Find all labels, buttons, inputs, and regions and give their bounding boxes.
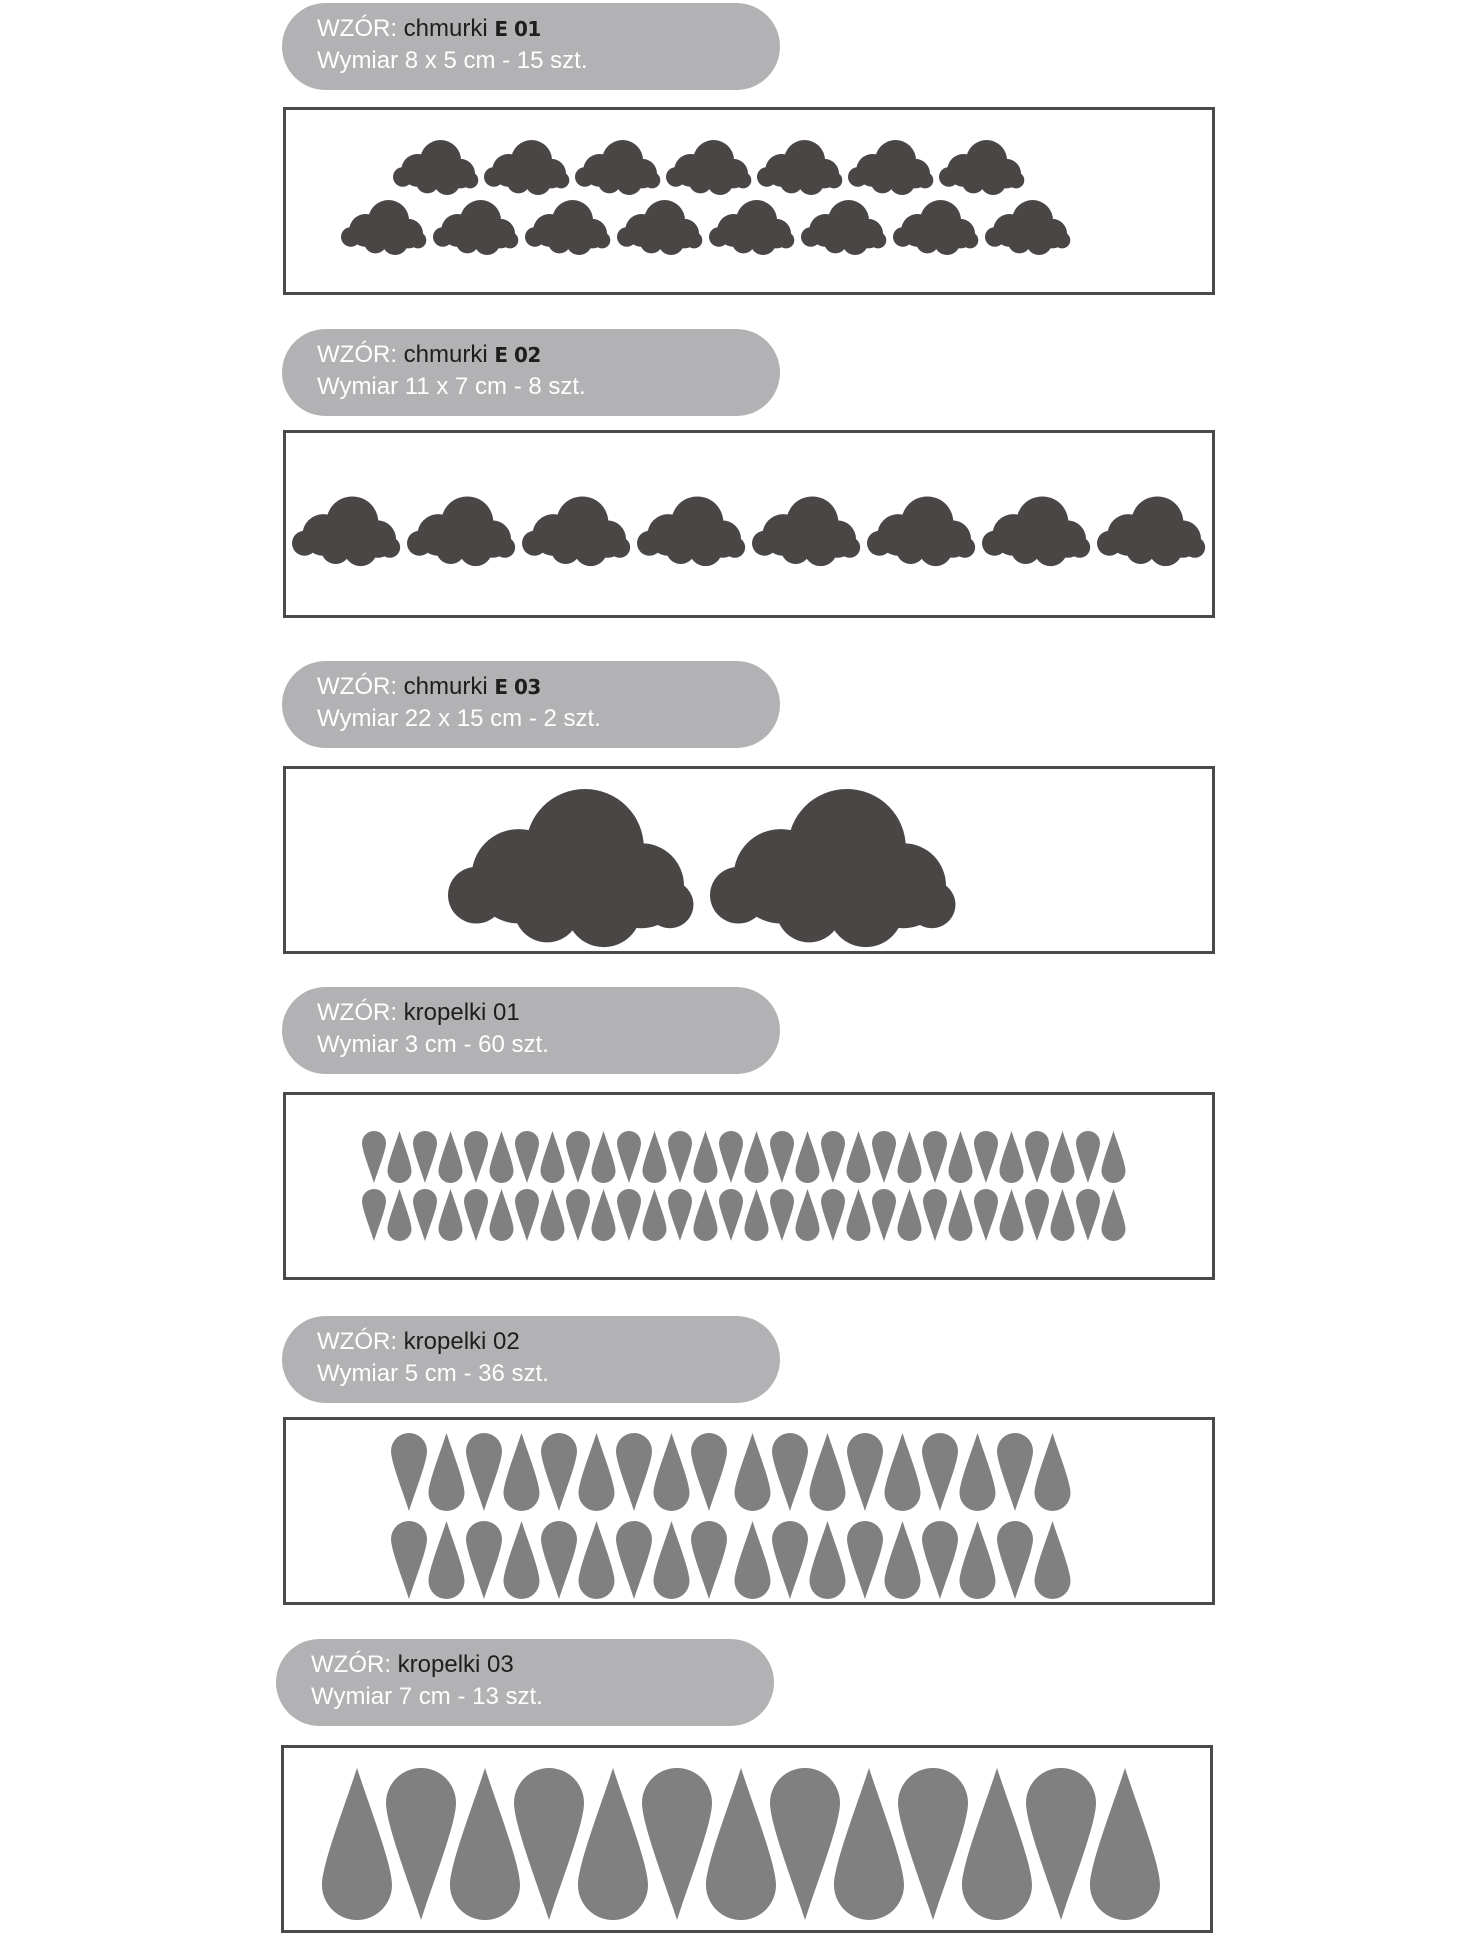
drop-icon	[694, 1131, 718, 1183]
pattern-label-chmurki-e02	[282, 329, 780, 416]
drop-icon	[962, 1768, 1032, 1920]
drop-icon	[654, 1521, 690, 1599]
cloud-icon	[484, 140, 569, 195]
drop-icon	[541, 1131, 565, 1183]
pattern-panel-chmurki-e02	[283, 430, 1215, 618]
drop-icon	[847, 1521, 883, 1599]
drop-icon	[1035, 1521, 1071, 1599]
pattern-title: WZÓR: kropelki 01	[317, 999, 520, 1026]
drop-icon	[362, 1189, 386, 1241]
drop-icon	[1102, 1189, 1126, 1241]
drop-icon	[654, 1433, 690, 1511]
cloud-icon	[666, 140, 751, 195]
drop-icon	[706, 1768, 776, 1920]
drop-icon	[1076, 1189, 1100, 1241]
drop-icon	[1102, 1131, 1126, 1183]
cloud-icon	[939, 140, 1024, 195]
pattern-title: WZÓR: kropelki 02	[317, 1328, 520, 1355]
cloud-stickers-large	[286, 769, 1212, 951]
cloud-icon	[393, 140, 478, 195]
drop-icon	[450, 1768, 520, 1920]
drop-icon	[735, 1521, 771, 1599]
drop-icon	[872, 1131, 896, 1183]
drop-icon	[643, 1131, 667, 1183]
cloud-icon	[407, 496, 515, 566]
pattern-panel-chmurki-e03	[283, 766, 1215, 954]
drop-icon	[439, 1131, 463, 1183]
cloud-icon	[752, 496, 860, 566]
drop-icon	[974, 1131, 998, 1183]
drop-icon	[923, 1189, 947, 1241]
drop-stickers-small	[286, 1095, 1212, 1277]
drop-icon	[810, 1521, 846, 1599]
cloud-icon	[292, 496, 400, 566]
drop-icon	[386, 1768, 456, 1920]
drop-icon	[429, 1433, 465, 1511]
pattern-label-kropelki-02	[282, 1316, 780, 1403]
drop-icon	[541, 1521, 577, 1599]
drop-icon	[1051, 1131, 1075, 1183]
drop-icon	[847, 1131, 871, 1183]
drop-icon	[616, 1433, 652, 1511]
drop-icon	[1076, 1131, 1100, 1183]
pattern-size: Wymiar 7 cm - 13 szt.	[311, 1683, 543, 1710]
drop-icon	[504, 1433, 540, 1511]
cloud-stickers-small	[286, 110, 1212, 292]
drop-icon	[885, 1433, 921, 1511]
drop-icon	[694, 1189, 718, 1241]
drop-icon	[466, 1433, 502, 1511]
drop-icon	[834, 1768, 904, 1920]
pattern-title: WZÓR: chmurki E 01	[317, 15, 541, 42]
pattern-label-kropelki-03	[276, 1639, 774, 1726]
pattern-panel-kropelki-03	[281, 1745, 1213, 1933]
drop-icon	[745, 1131, 769, 1183]
drop-icon	[541, 1189, 565, 1241]
drop-icon	[668, 1131, 692, 1183]
cloud-icon	[710, 789, 955, 947]
cloud-icon	[433, 200, 518, 255]
cloud-icon	[801, 200, 886, 255]
cloud-icon	[575, 140, 660, 195]
drop-icon	[464, 1189, 488, 1241]
drop-icon	[770, 1189, 794, 1241]
pattern-panel-kropelki-02	[283, 1417, 1215, 1605]
cloud-icon	[985, 200, 1070, 255]
drop-icon	[439, 1189, 463, 1241]
drop-icon	[960, 1433, 996, 1511]
drop-icon	[490, 1131, 514, 1183]
drop-icon	[1026, 1768, 1096, 1920]
drop-icon	[566, 1131, 590, 1183]
drop-icon	[1090, 1768, 1160, 1920]
drop-icon	[949, 1131, 973, 1183]
cloud-icon	[1097, 496, 1205, 566]
cloud-stickers-medium	[286, 433, 1212, 615]
drop-icon	[922, 1521, 958, 1599]
pattern-size: Wymiar 8 x 5 cm - 15 szt.	[317, 47, 588, 74]
drop-icon	[923, 1131, 947, 1183]
drop-stickers-medium	[286, 1420, 1212, 1602]
drop-icon	[504, 1521, 540, 1599]
drop-icon	[821, 1131, 845, 1183]
drop-icon	[1051, 1189, 1075, 1241]
cloud-icon	[617, 200, 702, 255]
pattern-title: WZÓR: chmurki E 03	[317, 673, 541, 700]
drop-icon	[579, 1521, 615, 1599]
pattern-size: Wymiar 22 x 15 cm - 2 szt.	[317, 705, 601, 732]
cloud-icon	[757, 140, 842, 195]
drop-icon	[391, 1433, 427, 1511]
drop-icon	[514, 1768, 584, 1920]
drop-icon	[413, 1131, 437, 1183]
pattern-size: Wymiar 5 cm - 36 szt.	[317, 1360, 549, 1387]
drop-icon	[464, 1131, 488, 1183]
drop-icon	[796, 1131, 820, 1183]
drop-icon	[1000, 1189, 1024, 1241]
drop-icon	[1000, 1131, 1024, 1183]
drop-icon	[388, 1189, 412, 1241]
drop-icon	[592, 1189, 616, 1241]
drop-icon	[847, 1433, 883, 1511]
cloud-icon	[867, 496, 975, 566]
drop-icon	[770, 1768, 840, 1920]
drop-icon	[1025, 1189, 1049, 1241]
drop-icon	[898, 1189, 922, 1241]
drop-icon	[949, 1189, 973, 1241]
drop-icon	[821, 1189, 845, 1241]
drop-icon	[691, 1433, 727, 1511]
drop-icon	[515, 1131, 539, 1183]
pattern-panel-kropelki-01	[283, 1092, 1215, 1280]
drop-icon	[997, 1433, 1033, 1511]
drop-icon	[922, 1433, 958, 1511]
cloud-icon	[525, 200, 610, 255]
drop-icon	[691, 1521, 727, 1599]
drop-icon	[643, 1189, 667, 1241]
drop-icon	[772, 1521, 808, 1599]
drop-icon	[898, 1768, 968, 1920]
drop-icon	[592, 1131, 616, 1183]
drop-stickers-large	[284, 1748, 1210, 1930]
pattern-title: WZÓR: chmurki E 02	[317, 341, 541, 368]
drop-icon	[391, 1521, 427, 1599]
drop-icon	[668, 1189, 692, 1241]
drop-icon	[719, 1131, 743, 1183]
pattern-size: Wymiar 3 cm - 60 szt.	[317, 1031, 549, 1058]
drop-icon	[642, 1768, 712, 1920]
drop-icon	[898, 1131, 922, 1183]
drop-icon	[885, 1521, 921, 1599]
cloud-icon	[522, 496, 630, 566]
drop-icon	[735, 1433, 771, 1511]
drop-icon	[772, 1433, 808, 1511]
drop-icon	[578, 1768, 648, 1920]
pattern-label-chmurki-e03	[282, 661, 780, 748]
drop-icon	[466, 1521, 502, 1599]
drop-icon	[362, 1131, 386, 1183]
pattern-title: WZÓR: kropelki 03	[311, 1651, 514, 1678]
cloud-icon	[341, 200, 426, 255]
cloud-icon	[709, 200, 794, 255]
pattern-label-kropelki-01	[282, 987, 780, 1074]
drop-icon	[796, 1189, 820, 1241]
drop-icon	[413, 1189, 437, 1241]
pattern-label-chmurki-e01	[282, 3, 780, 90]
pattern-size: Wymiar 11 x 7 cm - 8 szt.	[317, 373, 586, 400]
drop-icon	[566, 1189, 590, 1241]
drop-icon	[974, 1189, 998, 1241]
drop-icon	[429, 1521, 465, 1599]
drop-icon	[719, 1189, 743, 1241]
drop-icon	[322, 1768, 392, 1920]
drop-icon	[490, 1189, 514, 1241]
pattern-panel-chmurki-e01	[283, 107, 1215, 295]
drop-icon	[617, 1131, 641, 1183]
cloud-icon	[637, 496, 745, 566]
drop-icon	[541, 1433, 577, 1511]
cloud-icon	[448, 789, 693, 947]
drop-icon	[960, 1521, 996, 1599]
drop-icon	[997, 1521, 1033, 1599]
drop-icon	[617, 1189, 641, 1241]
cloud-icon	[982, 496, 1090, 566]
drop-icon	[616, 1521, 652, 1599]
drop-icon	[515, 1189, 539, 1241]
drop-icon	[1025, 1131, 1049, 1183]
drop-icon	[388, 1131, 412, 1183]
drop-icon	[579, 1433, 615, 1511]
cloud-icon	[848, 140, 933, 195]
drop-icon	[847, 1189, 871, 1241]
drop-icon	[872, 1189, 896, 1241]
drop-icon	[745, 1189, 769, 1241]
cloud-icon	[893, 200, 978, 255]
drop-icon	[1035, 1433, 1071, 1511]
drop-icon	[810, 1433, 846, 1511]
drop-icon	[770, 1131, 794, 1183]
